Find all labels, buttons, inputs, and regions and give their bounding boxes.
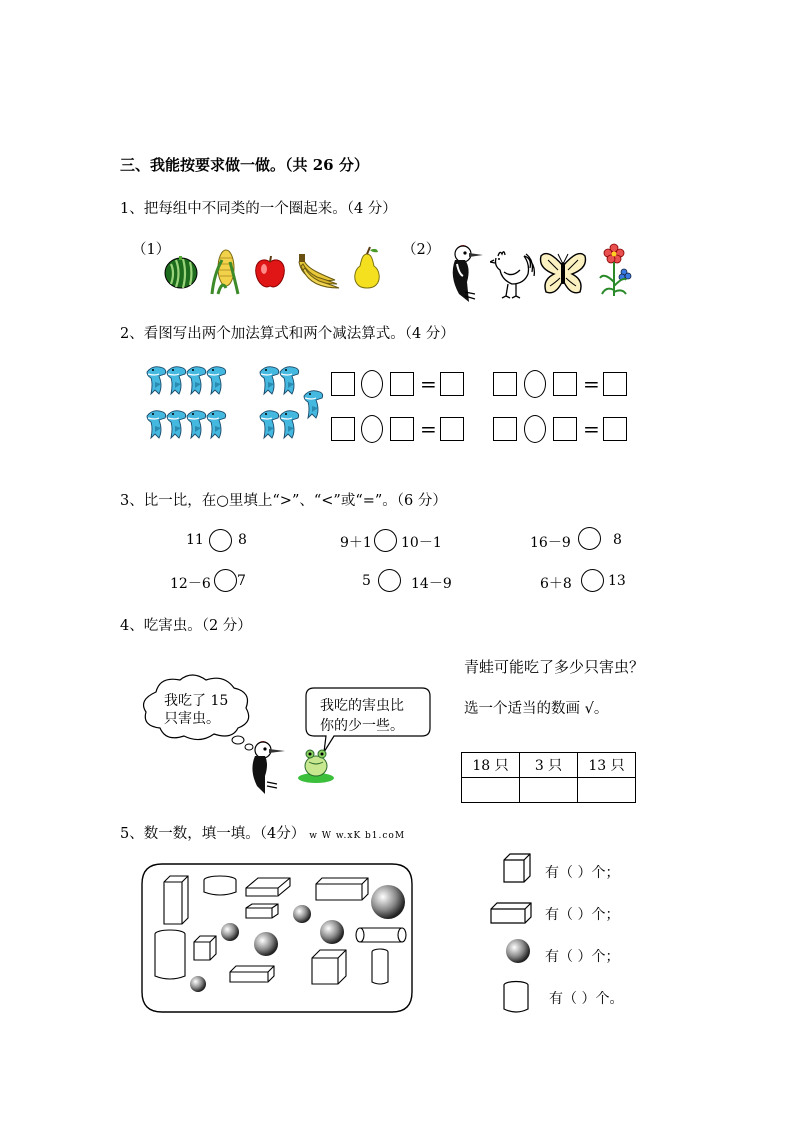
choice-option: 18 只 bbox=[462, 753, 520, 778]
compare-circle[interactable] bbox=[209, 529, 232, 552]
bubble-line: 你的少一些。 bbox=[320, 718, 404, 734]
compare-left: 12－6 bbox=[170, 576, 211, 592]
equals-sign: = bbox=[420, 372, 437, 396]
woodpecker-icon[interactable] bbox=[445, 242, 485, 304]
choice-check-cell[interactable] bbox=[578, 778, 636, 803]
rooster-icon[interactable] bbox=[490, 248, 536, 300]
cube-icon bbox=[502, 852, 532, 884]
compare-left: 11 bbox=[186, 532, 204, 548]
answer-box[interactable] bbox=[440, 372, 464, 396]
choice-table bbox=[461, 752, 636, 803]
compare-left: 9＋1 bbox=[340, 535, 372, 551]
answer-box[interactable] bbox=[390, 417, 414, 441]
answer-box[interactable] bbox=[331, 372, 355, 396]
operator-circle[interactable] bbox=[361, 370, 383, 398]
frog-bubble-text bbox=[320, 696, 404, 736]
bubble-line: 我吃的害虫比 bbox=[320, 698, 404, 714]
answer-box[interactable] bbox=[603, 372, 627, 396]
butterfly-icon[interactable] bbox=[538, 248, 588, 298]
answer-box[interactable] bbox=[553, 372, 577, 396]
count-row-sphere: 有（ ）个； bbox=[545, 949, 620, 965]
q4-prompt: 4、吃害虫。（2 分） bbox=[120, 618, 252, 634]
compare-left: 6＋8 bbox=[540, 576, 572, 592]
dolphin-group-icon bbox=[140, 362, 330, 452]
q5-prompt bbox=[120, 822, 405, 843]
compare-circle[interactable] bbox=[581, 569, 604, 592]
choice-check-cell[interactable] bbox=[520, 778, 578, 803]
compare-left: 5 bbox=[362, 573, 371, 589]
banana-icon[interactable] bbox=[295, 250, 341, 290]
q3-prompt: 3、比一比，在○里填上“>”、“<”或“=”。（6 分） bbox=[120, 493, 447, 509]
equals-sign: = bbox=[583, 417, 600, 441]
compare-right: 7 bbox=[237, 573, 246, 589]
q1-group1-label: （1） bbox=[132, 242, 171, 258]
compare-right: 10－1 bbox=[401, 535, 442, 551]
cuboid-icon bbox=[489, 901, 533, 925]
q1-prompt: 1、把每组中不同类的一个圈起来。（4 分） bbox=[120, 201, 397, 217]
compare-circle[interactable] bbox=[374, 529, 397, 552]
compare-circle[interactable] bbox=[214, 569, 237, 592]
compare-left: 16－9 bbox=[530, 535, 571, 551]
choice-option: 3 只 bbox=[520, 753, 578, 778]
compare-right: 14－9 bbox=[411, 576, 452, 592]
count-row-cuboid: 有（ ）个； bbox=[545, 907, 620, 923]
answer-box[interactable] bbox=[493, 417, 517, 441]
operator-circle[interactable] bbox=[524, 370, 546, 398]
woodpecker-icon bbox=[245, 738, 287, 796]
apple-icon[interactable] bbox=[253, 254, 287, 290]
choice-option: 13 只 bbox=[578, 753, 636, 778]
answer-box[interactable] bbox=[390, 372, 414, 396]
operator-circle[interactable] bbox=[361, 415, 383, 443]
q2-prompt: 2、看图写出两个加法算式和两个减法算式。（4 分） bbox=[120, 326, 455, 342]
section-title: 三、我能按要求做一做。（共 26 分） bbox=[120, 156, 369, 174]
compare-right: 13 bbox=[608, 573, 626, 589]
watermark-text: w W w.xK b1.coM bbox=[309, 831, 406, 841]
count-row-cylinder: 有（ ）个。 bbox=[549, 991, 624, 1007]
woodpecker-bubble-text bbox=[164, 692, 228, 728]
compare-circle[interactable] bbox=[378, 569, 401, 592]
q4-instruction: 选一个适当的数画 √。 bbox=[464, 701, 609, 717]
equals-sign: = bbox=[420, 417, 437, 441]
cylinder-icon bbox=[502, 980, 530, 1014]
frog-icon bbox=[295, 744, 337, 784]
corn-icon[interactable] bbox=[208, 246, 242, 296]
answer-box[interactable] bbox=[553, 417, 577, 441]
bubble-line: 只害虫。 bbox=[164, 711, 220, 727]
sphere-icon bbox=[505, 938, 531, 964]
q5-prompt-text: 5、数一数，填一填。（4分） bbox=[120, 826, 306, 842]
compare-circle[interactable] bbox=[578, 527, 601, 550]
answer-box[interactable] bbox=[331, 417, 355, 441]
answer-box[interactable] bbox=[493, 372, 517, 396]
compare-right: 8 bbox=[613, 532, 622, 548]
watermelon-icon[interactable] bbox=[163, 254, 199, 290]
bubble-line: 我吃了 15 bbox=[164, 693, 229, 709]
equals-sign: = bbox=[583, 372, 600, 396]
q4-question: 青蛙可能吃了多少只害虫？ bbox=[464, 658, 645, 676]
answer-box[interactable] bbox=[440, 417, 464, 441]
pear-icon[interactable] bbox=[350, 246, 384, 290]
shapes-collection bbox=[140, 862, 414, 1014]
q1-group2-label: （2） bbox=[402, 242, 441, 258]
flower-icon[interactable] bbox=[594, 242, 634, 298]
choice-check-cell[interactable] bbox=[462, 778, 520, 803]
operator-circle[interactable] bbox=[524, 415, 546, 443]
count-row-cube: 有（ ）个； bbox=[545, 865, 620, 881]
answer-box[interactable] bbox=[603, 417, 627, 441]
compare-right: 8 bbox=[238, 532, 247, 548]
